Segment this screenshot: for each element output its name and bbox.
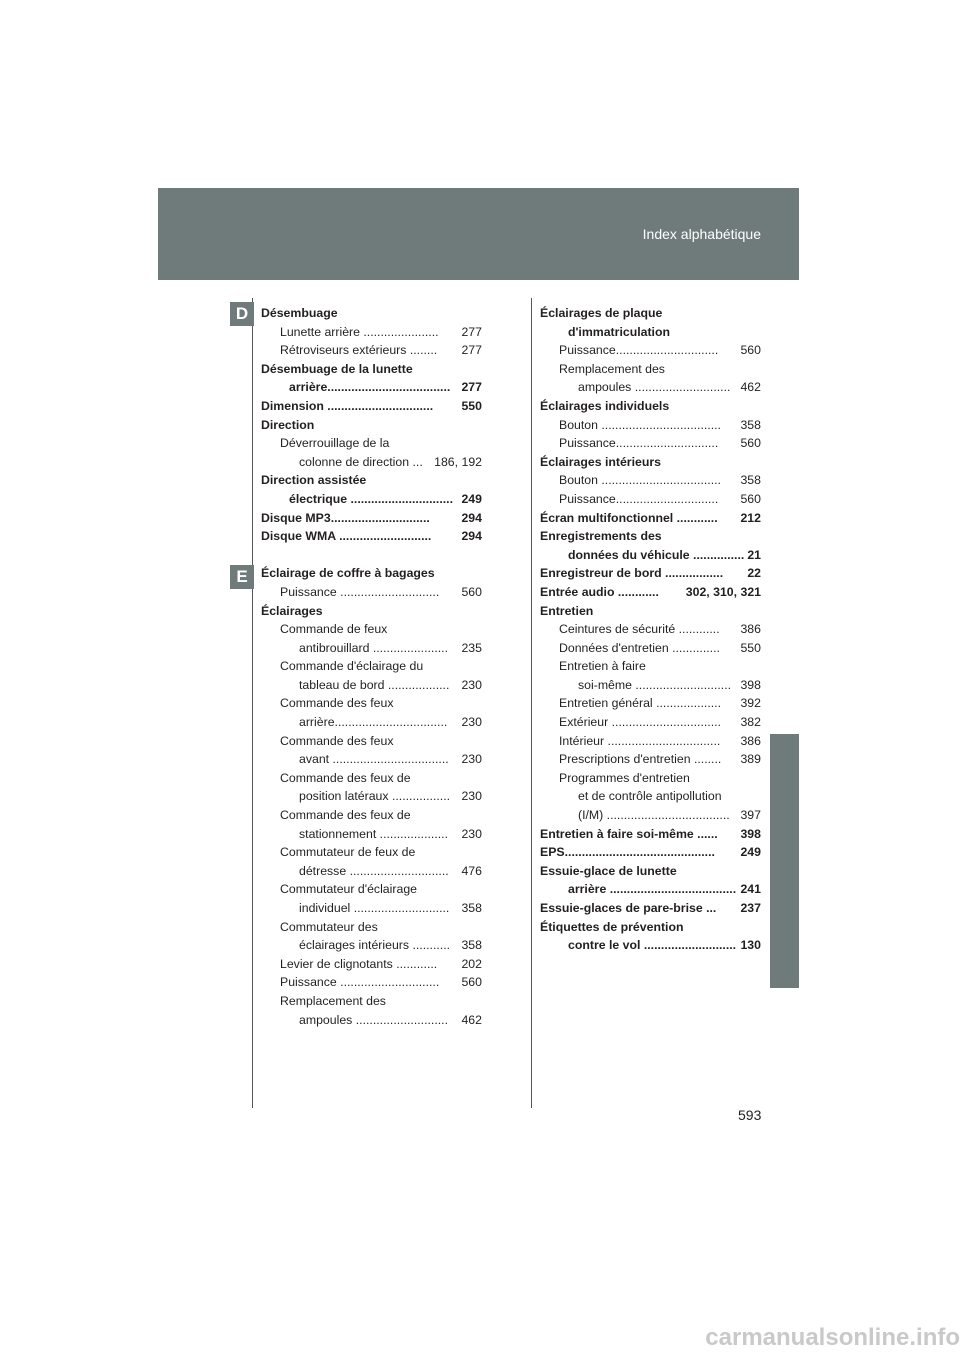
index-entry	[261, 602, 482, 621]
index-entry-page: 302, 310, 321	[685, 584, 761, 599]
index-column-left	[261, 304, 482, 1029]
index-entry	[261, 806, 482, 825]
index-entry	[261, 843, 482, 862]
index-entry-page: 398	[740, 826, 761, 841]
index-entry-text: Puissance..............................	[559, 436, 719, 451]
index-entry-text: Dimension ...............................	[261, 398, 434, 413]
index-entry	[540, 732, 761, 751]
index-entry	[540, 843, 761, 862]
index-entry-text: Prescriptions d'entretien ........	[559, 752, 722, 767]
index-letter-e: E	[230, 565, 254, 589]
index-entry-page: 398	[740, 677, 761, 692]
index-entry-page: 476	[461, 863, 482, 878]
index-entry-text: Lunette arrière ......................	[280, 324, 439, 339]
index-entry-text: Puissance..............................	[559, 491, 719, 506]
index-entry-text: (I/M) ....................................	[578, 808, 730, 823]
index-entry-page: 462	[461, 1012, 482, 1027]
index-entry	[540, 397, 761, 416]
index-entry	[261, 453, 482, 472]
index-entry	[540, 564, 761, 583]
index-entry	[540, 806, 761, 825]
index-entry-text: EPS............................................	[540, 845, 715, 860]
index-entry-page: 389	[740, 752, 761, 767]
index-entry	[261, 360, 482, 379]
index-entry-page: 462	[740, 380, 761, 395]
index-entry-text: Écran multifonctionnel ............	[540, 510, 718, 525]
index-entry-page: 560	[740, 436, 761, 451]
index-entry	[261, 787, 482, 806]
index-entry-page: 249	[740, 845, 761, 860]
index-entry-text: Étiquettes de prévention	[540, 919, 684, 934]
index-entry	[261, 1011, 482, 1030]
index-entry	[540, 546, 761, 565]
index-entry	[261, 471, 482, 490]
index-entry-page: 560	[740, 491, 761, 506]
index-entry-text: Extérieur ................................	[559, 715, 721, 730]
index-entry	[261, 694, 482, 713]
index-entry-page: 386	[740, 622, 761, 637]
index-entry-text: Entrée audio ............	[540, 584, 659, 599]
index-entry	[261, 527, 482, 546]
index-entry	[261, 918, 482, 937]
index-entry	[540, 378, 761, 397]
index-entry-text: Entretien général ...................	[559, 696, 721, 711]
index-entry	[261, 341, 482, 360]
index-entry-text: Commande d'éclairage du	[280, 659, 424, 674]
index-entry-page: 550	[740, 640, 761, 655]
index-entry	[540, 657, 761, 676]
index-entry-text: Levier de clignotants ............	[280, 956, 438, 971]
index-entry-page: 21	[747, 547, 761, 562]
index-entry-text: Commutateur d'éclairage	[280, 882, 417, 897]
index-entry-page: 392	[740, 696, 761, 711]
index-entry	[540, 453, 761, 472]
index-entry	[540, 471, 761, 490]
index-entry-page: 397	[740, 808, 761, 823]
page-number: 593	[738, 1107, 762, 1123]
index-entry	[261, 973, 482, 992]
index-entry-page: 358	[461, 901, 482, 915]
index-entry-page: 235	[461, 640, 482, 655]
index-spacer	[261, 546, 482, 565]
index-entry-text: avant ..................................	[299, 752, 449, 767]
index-entry	[540, 341, 761, 360]
index-entry-page: 550	[461, 398, 482, 413]
index-entry	[540, 304, 761, 323]
index-entry-page: 130	[740, 938, 761, 953]
index-entry	[261, 899, 482, 918]
index-entry	[261, 992, 482, 1011]
index-entry-text: d'immatriculation	[568, 324, 670, 339]
index-entry-text: détresse .............................	[299, 863, 449, 878]
index-entry	[261, 434, 482, 453]
index-entry-page: 241	[740, 882, 761, 897]
index-entry	[540, 825, 761, 844]
index-entry-text: Données d'entretien ..............	[559, 640, 720, 655]
index-entry	[261, 880, 482, 899]
index-entry-page: 277	[461, 324, 482, 339]
index-entry-text: arrière....................................	[289, 380, 451, 395]
index-entry-text: antibrouillard ......................	[299, 640, 448, 655]
index-entry-text: Rétroviseurs extérieurs ........	[280, 343, 438, 358]
index-entry	[261, 304, 482, 323]
index-entry-page: 277	[461, 380, 482, 395]
index-entry-text: arrière .....................................	[568, 882, 737, 897]
index-entry-text: Commande des feux	[280, 696, 394, 711]
index-entry-text: Disque MP3.............................	[261, 510, 430, 525]
index-entry-text: position latéraux .................	[299, 789, 451, 804]
page-header	[158, 188, 799, 280]
index-entry	[540, 360, 761, 379]
index-entry	[540, 434, 761, 453]
index-entry	[540, 713, 761, 732]
index-entry	[540, 899, 761, 918]
index-entry-text: Programmes d'entretien	[559, 770, 690, 785]
index-entry-text: Entretien à faire soi-même ......	[540, 826, 718, 841]
index-entry-text: contre le vol ...........................	[568, 938, 737, 953]
index-entry-text: ampoules ............................	[578, 380, 731, 395]
index-entry	[540, 676, 761, 695]
index-entry-text: électrique ..............................	[289, 491, 454, 506]
index-entry-text: Remplacement des	[280, 993, 386, 1008]
index-entry	[261, 732, 482, 751]
index-entry-text: Disque WMA ...........................	[261, 529, 432, 544]
index-entry	[540, 620, 761, 639]
index-entry	[261, 564, 482, 583]
index-entry-text: Entretien à faire	[559, 659, 646, 674]
section-side-tab	[770, 734, 799, 988]
index-entry-text: éclairages intérieurs ...........	[299, 938, 451, 953]
index-entry-text: Éclairages intérieurs	[540, 454, 661, 469]
index-entry-text: Commande de feux	[280, 622, 388, 637]
index-entry-page: 386	[740, 733, 761, 748]
column-divider-middle	[531, 298, 532, 1108]
index-entry	[261, 825, 482, 844]
index-entry-text: Commutateur de feux de	[280, 845, 416, 860]
index-entry-text: tableau de bord ..................	[299, 677, 450, 692]
index-entry-text: Remplacement des	[559, 361, 665, 376]
index-entry-text: Désembuage de la lunette	[261, 361, 413, 376]
index-entry-text: Puissance .............................	[280, 584, 440, 599]
index-entry-text: Commutateur des	[280, 919, 378, 934]
index-entry	[261, 583, 482, 602]
index-entry-text: Éclairage de coffre à bagages	[261, 566, 435, 581]
index-entry-page: 186, 192	[434, 454, 482, 469]
index-entry-text: Intérieur .................................	[559, 733, 721, 748]
index-entry	[261, 397, 482, 416]
index-entry-page: 560	[740, 343, 761, 358]
index-entry	[261, 490, 482, 509]
index-entry	[540, 936, 761, 955]
index-entry-text: Enregistreur de bord .................	[540, 566, 724, 581]
index-entry-text: Essuie-glace de lunette	[540, 863, 677, 878]
index-entry	[540, 490, 761, 509]
index-entry-page: 230	[461, 789, 482, 804]
index-entry	[540, 602, 761, 621]
index-entry	[540, 787, 761, 806]
index-entry	[540, 694, 761, 713]
index-entry-page: 358	[461, 938, 482, 953]
header-title: Index alphabétique	[642, 226, 761, 242]
index-entry	[261, 676, 482, 695]
index-entry-text: Éclairages	[261, 603, 323, 618]
watermark-text: carmanualsonline.info	[705, 1324, 960, 1351]
index-entry-text: colonne de direction ...	[299, 454, 423, 469]
index-entry	[540, 527, 761, 546]
index-entry-page: 230	[461, 715, 482, 730]
index-entry	[261, 323, 482, 342]
index-entry-page: 22	[747, 566, 761, 581]
index-entry	[540, 323, 761, 342]
index-entry-text: données du véhicule ...............	[568, 547, 745, 562]
index-entry	[261, 639, 482, 658]
index-entry	[261, 620, 482, 639]
index-entry	[261, 713, 482, 732]
index-entry	[540, 583, 761, 602]
index-letter-d: D	[230, 302, 254, 326]
index-entry-text: Désembuage	[261, 306, 338, 320]
index-entry	[261, 750, 482, 769]
index-entry-text: Commande des feux de	[280, 808, 411, 823]
index-entry-page: 249	[461, 491, 482, 506]
index-entry-page: 230	[461, 677, 482, 692]
index-entry-text: stationnement ....................	[299, 826, 448, 841]
index-entry-text: Enregistrements des	[540, 529, 662, 544]
index-entry-page: 237	[740, 901, 761, 915]
index-entry	[540, 416, 761, 435]
index-entry-page: 294	[461, 529, 482, 544]
index-entry-text: Ceintures de sécurité ............	[559, 622, 720, 637]
index-entry-text: individuel ............................	[299, 901, 450, 915]
index-entry	[540, 639, 761, 658]
index-entry-text: arrière.................................	[299, 715, 448, 730]
index-entry-page: 212	[740, 510, 761, 525]
index-entry-text: Essuie-glaces de pare-brise ...	[540, 901, 717, 915]
index-entry-text: soi-même ............................	[578, 677, 732, 692]
index-entry-page: 358	[740, 417, 761, 432]
index-entry-text: Direction assistée	[261, 473, 367, 488]
index-entry-text: Direction	[261, 417, 315, 432]
index-entry-text: Puissance..............................	[559, 343, 719, 358]
index-entry	[261, 378, 482, 397]
index-entry	[540, 769, 761, 788]
index-entry	[540, 918, 761, 937]
index-entry	[261, 936, 482, 955]
index-entry-text: Puissance .............................	[280, 975, 440, 990]
index-entry-text: Entretien	[540, 603, 594, 618]
index-entry-text: Déverrouillage de la	[280, 436, 390, 451]
index-entry-text: Bouton ...................................	[559, 417, 721, 432]
index-entry	[261, 657, 482, 676]
index-entry	[540, 509, 761, 528]
index-entry	[261, 862, 482, 881]
index-entry-page: 202	[461, 956, 482, 971]
index-entry	[540, 750, 761, 769]
index-entry-text: ampoules ...........................	[299, 1012, 448, 1027]
index-entry-page: 560	[461, 584, 482, 599]
index-entry-page: 560	[461, 975, 482, 990]
index-entry	[261, 769, 482, 788]
column-divider-left	[252, 298, 253, 1108]
index-entry-page: 230	[461, 752, 482, 767]
index-column-right	[540, 304, 761, 955]
index-entry-text: Éclairages individuels	[540, 398, 670, 413]
index-entry	[261, 955, 482, 974]
index-entry-text: Commande des feux	[280, 733, 394, 748]
index-entry-text: Commande des feux de	[280, 770, 411, 785]
index-entry-text: Bouton ...................................	[559, 473, 721, 488]
index-entry-page: 358	[740, 473, 761, 488]
index-entry	[540, 862, 761, 881]
index-entry-page: 230	[461, 826, 482, 841]
index-entry	[261, 416, 482, 435]
index-entry	[261, 509, 482, 528]
index-entry-page: 277	[461, 343, 482, 358]
index-entry	[540, 880, 761, 899]
index-entry-page: 294	[461, 510, 482, 525]
index-entry-text: et de contrôle antipollution	[578, 789, 722, 804]
index-entry-page: 382	[740, 715, 761, 730]
index-entry-text: Éclairages de plaque	[540, 306, 663, 320]
